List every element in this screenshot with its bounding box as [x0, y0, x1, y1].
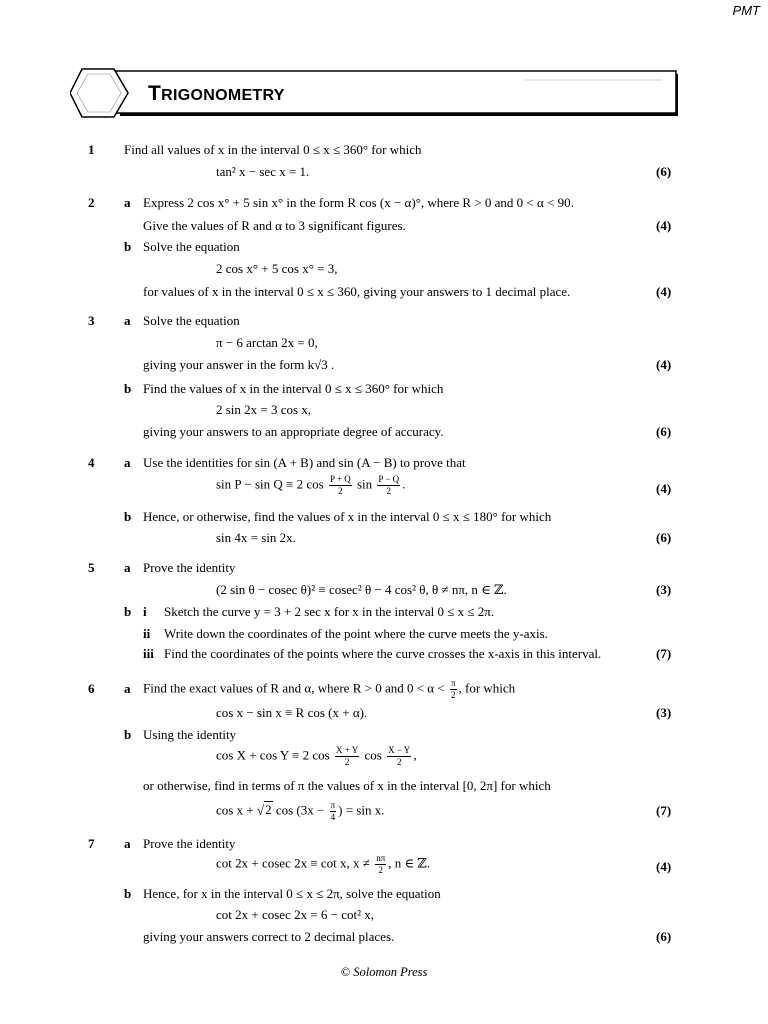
q7a-label: a [124, 836, 131, 851]
q6b-text2: or otherwise, find in terms of π the values of x in the interval [0, 2π] for which [143, 778, 551, 793]
question-number-7: 7 [88, 836, 95, 851]
question-number-6: 6 [88, 681, 95, 696]
q3b-text2: giving your answers to an appropriate degree of accuracy. [143, 424, 444, 439]
q4a-marks: (4) [656, 481, 672, 496]
q6b-eq2-root: 2 [265, 802, 272, 818]
q5a-marks: (3) [656, 582, 672, 597]
q6a-label: a [124, 681, 131, 696]
q6b-fraction-2-den: 2 [396, 757, 402, 767]
q4a-fraction-2 [377, 474, 400, 497]
q6b-fraction-3 [330, 800, 337, 823]
chapter-title [148, 82, 285, 106]
q3b-equation: 2 sin 2x = 3 cos x, [216, 402, 312, 417]
q6b-eq-left: cos X + cos Y ≡ 2 cos [216, 747, 330, 763]
q7b-equation: cot 2x + cosec 2x = 6 − cot² x, [216, 907, 375, 922]
q7b-marks: (6) [656, 929, 672, 944]
q2a-text: Express 2 cos x° + 5 sin x° in the form R cos (x − α)°, where R > 0 and 0 < α < 90. [143, 195, 574, 210]
q4b-equation: sin 4x = sin 2x. [216, 530, 296, 545]
question-number-3: 3 [88, 313, 95, 328]
q6b-fraction-1 [335, 745, 359, 768]
q5biii-text: Find the coordinates of the points where the curve crosses the x-axis in this interval. [164, 646, 602, 661]
q6b-label: b [124, 727, 132, 742]
q6b-fraction-2-num: X − Y [388, 745, 411, 755]
q4a-eq-left: sin P − sin Q ≡ 2 cos [216, 476, 324, 492]
q4b-marks: (6) [656, 530, 672, 545]
q4a-identity [216, 474, 405, 497]
q2b-equation: 2 cos x° + 5 cos x° = 3, [216, 261, 338, 276]
q6a-equation: cos x − sin x ≡ R cos (x + α). [216, 705, 368, 720]
q5a-label: a [124, 560, 131, 575]
q2a-label: a [124, 195, 131, 210]
q2b-text: Solve the equation [143, 239, 240, 254]
q1-equation: tan² x − sec x = 1. [216, 164, 310, 179]
q6b-fraction-1-num: X + Y [335, 745, 359, 755]
question-number-2: 2 [88, 195, 95, 210]
question-number-4: 4 [88, 455, 95, 470]
q6b-fraction-3-den: 4 [330, 812, 336, 822]
q7a-text: Prove the identity [143, 836, 236, 851]
q5a-text: Prove the identity [143, 560, 236, 575]
q4a-fraction-1 [329, 474, 352, 497]
q3b-label: b [124, 381, 132, 396]
q5b-label: b [124, 604, 132, 619]
q6b-fraction-3-num: π [330, 800, 336, 810]
q5bi-label: i [143, 604, 147, 619]
q7a-eq-left: cot 2x + cosec 2x ≡ cot x, x ≠ [216, 855, 370, 871]
question-number-5: 5 [88, 560, 95, 575]
q6b-text: Using the identity [143, 727, 237, 742]
q6b-fraction-2 [387, 745, 411, 768]
chapter-banner [70, 68, 682, 120]
q4a-fraction-1-den: 2 [338, 486, 343, 496]
q5b-marks: (7) [656, 646, 672, 661]
q4b-label: b [124, 509, 132, 524]
q6a-text-end: , for which [458, 680, 516, 696]
q6b-eq2-mid: cos (3x − [275, 802, 325, 818]
q7a-fraction [375, 853, 386, 876]
q5biii-label: iii [143, 646, 154, 661]
q7b-text: Hence, for x in the interval 0 ≤ x ≤ 2π, solve the equation [143, 886, 441, 901]
q6a-text-line [143, 678, 515, 701]
q2b-marks: (4) [656, 284, 672, 299]
q7b-label: b [124, 886, 132, 901]
pmt-tag: PMT [732, 3, 760, 18]
q5a-equation: (2 sin θ − cosec θ)² ≡ cosec² θ − 4 cos² θ, θ ≠ nπ, n ∈ ℤ. [216, 582, 507, 597]
q6a-fraction [450, 678, 457, 701]
q5bii-text: Write down the coordinates of the point where the curve meets the y-axis. [164, 626, 548, 641]
q3a-marks: (4) [656, 357, 672, 372]
q7a-marks: (4) [656, 859, 672, 874]
q4a-text: Use the identities for sin (A + B) and sin (A − B) to prove that [143, 455, 466, 470]
sqrt-symbol: √ [256, 802, 265, 818]
q6b-equation-2 [216, 800, 384, 823]
q6b-eq-end: , [413, 747, 417, 763]
q1-marks: (6) [656, 164, 672, 179]
q3a-equation: π − 6 arctan 2x = 0, [216, 335, 318, 350]
q5bii-label: ii [143, 626, 151, 641]
title-rest: RIGONOMETRY [161, 87, 285, 104]
q3a-label: a [124, 313, 131, 328]
q6a-fraction-den: 2 [450, 690, 456, 700]
q3b-text: Find the values of x in the interval 0 ≤ x ≤ 360° for which [143, 381, 444, 396]
q3a-text2: giving your answer in the form k√3 . [143, 357, 335, 372]
q4a-fraction-2-den: 2 [386, 486, 392, 496]
q7a-fraction-num: nπ [376, 853, 386, 863]
q6b-eq2-end: ) = sin x. [338, 802, 385, 818]
q2b-label: b [124, 239, 132, 254]
footer-copyright: © Solomon Press [340, 965, 428, 979]
q3b-marks: (6) [656, 424, 672, 439]
q4a-eq-end: . [402, 476, 406, 492]
q2a-marks: (4) [656, 218, 672, 233]
q2a-text2: Give the values of R and α to 3 significant figures. [143, 218, 406, 233]
question-number-1: 1 [88, 142, 95, 157]
q1-text: Find all values of x in the interval 0 ≤ x ≤ 360° for which [124, 142, 422, 157]
q4a-eq-mid: sin [356, 476, 373, 492]
q4a-fraction-1-num: P + Q [329, 474, 351, 484]
q6a-fraction-num: π [450, 678, 456, 688]
q6a-marks: (3) [656, 705, 672, 720]
q6b-marks: (7) [656, 803, 672, 818]
q7a-identity [216, 853, 430, 876]
title-initial: T [148, 82, 162, 105]
q6b-fraction-1-den: 2 [344, 757, 350, 767]
q6b-eq-mid: cos [364, 747, 382, 763]
q6a-text: Find the exact values of R and α, where R > 0 and 0 < α < [143, 680, 445, 696]
q7a-fraction-den: 2 [378, 865, 383, 875]
q7b-text2: giving your answers correct to 2 decimal places. [143, 929, 395, 944]
q4b-text: Hence, or otherwise, find the values of x in the interval 0 ≤ x ≤ 180° for which [143, 509, 552, 524]
q4a-label: a [124, 455, 131, 470]
q5bi-text: Sketch the curve y = 3 + 2 sec x for x in the interval 0 ≤ x ≤ 2π. [164, 604, 495, 619]
q6b-eq2-left: cos x + [216, 802, 254, 818]
q3a-text: Solve the equation [143, 313, 240, 328]
q4a-fraction-2-num: P − Q [378, 474, 400, 484]
q7a-eq-end: , n ∈ ℤ. [388, 855, 431, 871]
q6b-identity [216, 745, 417, 768]
q2b-text2: for values of x in the interval 0 ≤ x ≤ 360, giving your answers to 1 decimal place. [143, 284, 571, 299]
